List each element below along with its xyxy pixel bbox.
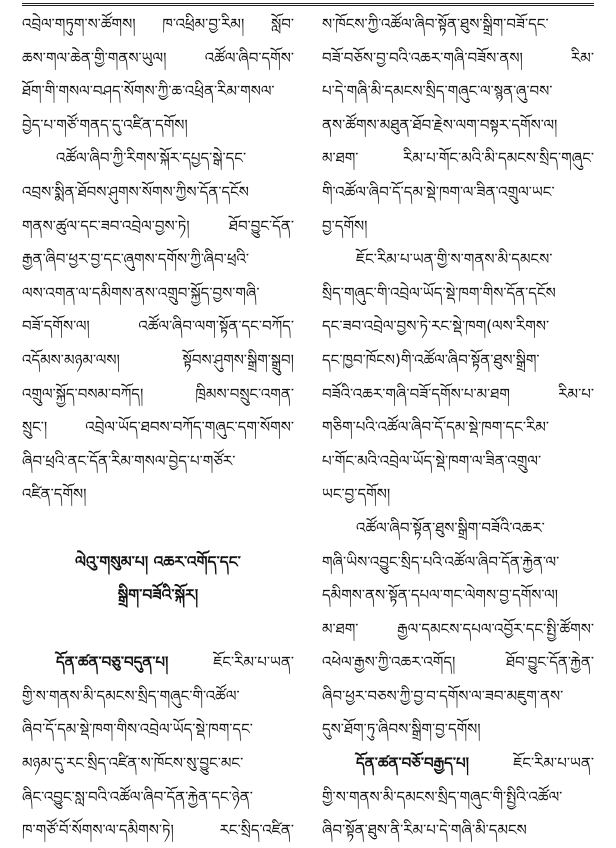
text-line: དམིགས་ནས་སྟོན་དཔལ་གང་ལེགས་བྱ་དགོས་ལ། bbox=[322, 586, 558, 605]
paragraph bbox=[22, 142, 294, 512]
spacer bbox=[22, 613, 294, 647]
text-line: གི་འཚོལ་ཞིབ་དོ་དམ་སྡེ་ཁག་ལ་ཟིན་འགྲུལ་ཡང་ bbox=[322, 182, 555, 201]
text-line: དང་ཁྱབ་ཁོངས)གི་འཚོལ་ཞིབ་སྟོན་ཐུས་སྒྲིག་ bbox=[322, 350, 540, 369]
text-line: ཞིབ་ཕྱར་བཅས་ཀྱི་བྱ་བ་དགོས་ལ་ཟབ་མཇུག་ནས་ bbox=[322, 686, 564, 705]
paragraph bbox=[322, 512, 594, 747]
chapter-heading bbox=[22, 546, 294, 613]
article-number: དོན་ཚན་བཅོ་བརྒྱད་པ། bbox=[356, 754, 469, 773]
text-line: གྱི་ས་གནས་མི་དམངས་སྲིད་གཞུང་གི་འཚོལ་ bbox=[22, 686, 240, 705]
heading-line: ལེའུ་གསུམ་པ། འཆར་འགོད་དང་ bbox=[75, 552, 241, 571]
text-line: མ་ཐག་ རྒྱལ་དམངས་དཔལ་འབྱོར་དང་སྤྱི་ཚོགས་ bbox=[322, 619, 594, 638]
paragraph bbox=[22, 8, 294, 142]
text-span: ཇོང་རིམ་པ་ཡན་ bbox=[168, 653, 294, 672]
text-line: རྒྱན་ཞིབ་ཕྱར་བྱ་དང་ཞུགས་དགོས་ཀྱི་ཞིབ་ཕྲའི་ bbox=[22, 250, 250, 269]
left-column bbox=[22, 8, 294, 848]
text-line: མཉམ་དུ་རང་སྲིད་འཛིན་ས་ཁོངས་སུ་བྱུང་མང་ bbox=[22, 754, 244, 773]
text-line: ས་ཁོངས་ཀྱི་འཚོལ་ཞིབ་སྟོན་ཐུས་སྒྲིག་བཟོ་དང་ bbox=[322, 15, 549, 33]
text-line: འབྲེལ་གཏུག་ས་ཚོགས། ཁ་འཕྲིམ་བྱ་རིམ། སློབ་ bbox=[22, 15, 294, 33]
text-line: ཇོང་རིམ་པ་ཡན་གྱི་ས་གནས་མི་དམངས་ bbox=[356, 250, 553, 269]
text-line: པ་དེ་གཞི་མི་དམངས་སྲིད་གཞུང་ལ་སྙན་ཞུ་བས་ bbox=[322, 82, 553, 101]
text-line: གནས་ཚུལ་དང་ཟབ་འབྲེལ་བྱས་ཏེ། ཐོབ་བྱུང་དོན་ bbox=[22, 216, 294, 235]
text-line: བཟོའི་འཆར་གཞི་བཟོ་དགོས་པ་མ་ཐག རིམ་པ་ bbox=[322, 384, 594, 403]
text-line: སྲིད་གཞུང་གི་འབྲེལ་ཡོད་སྡེ་ཁག་གིས་དོན་དངོས bbox=[322, 283, 556, 302]
right-column bbox=[322, 8, 594, 848]
text-line: ཁ་གཙོ་བོ་སོགས་ལ་དམིགས་ཏེ། རང་སྲིད་འཛིན་ bbox=[22, 821, 294, 840]
text-line: དུས་ཐོག་ཏུ་ཞིབས་སྒྲིག་བྱ་དགོས། bbox=[322, 720, 481, 739]
spacer bbox=[22, 512, 294, 546]
text-line: ཞིབ་དོ་དམ་སྡེ་ཁག་གིས་འབྲེལ་ཡོད་སྡེ་ཁག་དང་ bbox=[22, 720, 253, 739]
text-line: འཕེལ་རྒྱས་ཀྱི་འཆར་འགོད། ཐོབ་བྱུང་དོན་རྐྱེན་ bbox=[322, 653, 594, 672]
text-line: པ་གོང་མའི་འབྲེལ་ཡོད་སྡེ་ཁག་ལ་ཟིན་འགྲུལ་ bbox=[322, 451, 542, 470]
text-line: འཚོལ་ཞིབ་སྟོན་ཐུས་སྒྲིག་བཟོའི་འཆར་ bbox=[356, 518, 545, 537]
paragraph bbox=[322, 243, 594, 512]
text-line: ཡང་བྱ་དགོས། bbox=[322, 485, 391, 504]
text-line: འགྲུལ་སྐྱོད་བསམ་བཀོད། ཁྲིམས་བསྲུང་འགན་ bbox=[22, 384, 294, 403]
text-line: དང་ཟབ་འབྲེལ་བྱས་ཏེ་རང་སྡེ་ཁག(ལས་རིགས་ bbox=[322, 317, 550, 336]
text-line: ཞིང་འབྱུང་སླ་བའི་འཚོལ་ཞིབ་དོན་རྐྱེན་དང་ཉེན་ bbox=[22, 787, 253, 806]
paragraph bbox=[22, 646, 294, 848]
text-line: བཟོ་དགོས་ལ། འཚོལ་ཞིབ་ལག་སྟོན་དང་བཀོད་ bbox=[22, 317, 294, 336]
text-line: བཟོ་བཅོས་བྱ་བའི་འཆར་གཞི་བཟོས་ནས། རིམ་ bbox=[322, 48, 594, 67]
text-line: སྲུང་། འབྲེལ་ཡོད་ཐབས་བཀོད་གཞུང་དག་སོགས་ bbox=[22, 418, 294, 437]
text-line: ནས་ཚོགས་མཐུན་ཐོབ་རྗེས་ལག་བསྟར་དགོས་ལ། bbox=[322, 115, 558, 134]
paragraph bbox=[322, 747, 594, 848]
article-number: དོན་ཚན་བཅུ་བདུན་པ། bbox=[56, 653, 169, 672]
header-rule bbox=[22, 3, 594, 6]
text-line: འཚོལ་ཞིབ་ཀྱི་རིགས་སྐོར་དཔྱད་སྒེ་དང་ bbox=[56, 149, 247, 168]
text-line: བྱ་དགོས། bbox=[322, 216, 368, 235]
text-line: མ་ཐག་ རིམ་པ་གོང་མའི་མི་དམངས་སྲིད་གཞུང་ bbox=[322, 149, 594, 168]
heading-line: སྒྲིག་བཟོའི་སྐོར། bbox=[117, 586, 199, 605]
text-line: གྱི་ས་གནས་མི་དམངས་སྲིད་གཞུང་གི་སྤྱིའི་འཚོལ་ bbox=[322, 787, 563, 806]
text-line: ཞིབ་ཕྲའི་ནང་དོན་རིམ་གསལ་བྱེད་པ་གཙོར་ bbox=[22, 451, 236, 470]
text-line: གཞི་ཡིས་འབྱུང་སྲིད་པའི་འཚོལ་ཞིབ་དོན་རྐྱེན་ལ་ bbox=[322, 552, 560, 571]
text-line: བྱེད་པ་གཙོ་གནད་དུ་འཛིན་དགོས། bbox=[22, 115, 188, 134]
text-line bbox=[322, 747, 594, 781]
text-line: ཆས་གལ་ཆེན་གྱི་གནས་ཡུལ། འཚོལ་ཞིབ་དགོས་ bbox=[22, 48, 294, 67]
text-line: འབྲས་སྨིན་ཐོབས་ཤུགས་སོགས་ཀྱིས་དོན་དངོས bbox=[22, 182, 249, 201]
text-line: འཛིན་དགོས། bbox=[22, 485, 87, 504]
text-line bbox=[22, 646, 294, 680]
text-line: འདོམས་མཉམ་ལས། སྟོབས་ཤུགས་སྒྲིག་སྒྲུབ། bbox=[22, 350, 294, 369]
text-line: ལས་འགན་ལ་དམིགས་ནས་འགྲུབ་སྐྱོད་བྱས་གཞི་ bbox=[22, 283, 260, 302]
text-line: གཅིག་པའི་འཚོལ་ཞིབ་དོ་དམ་སྡེ་ཁག་དང་རིམ་ bbox=[322, 418, 550, 437]
text-line: ཐོག་གི་གསལ་བཤད་སོགས་ཀྱི་ཆ་འཕྲིན་རིམ་གསལ་ bbox=[22, 82, 275, 101]
paragraph bbox=[322, 8, 594, 243]
text-span: ཇོང་རིམ་པ་ཡན་ bbox=[468, 754, 594, 773]
text-line: ཞིབ་སྟོན་ཐུས་ནི་རིམ་པ་དེ་གཞི་མི་དམངས bbox=[322, 821, 527, 840]
